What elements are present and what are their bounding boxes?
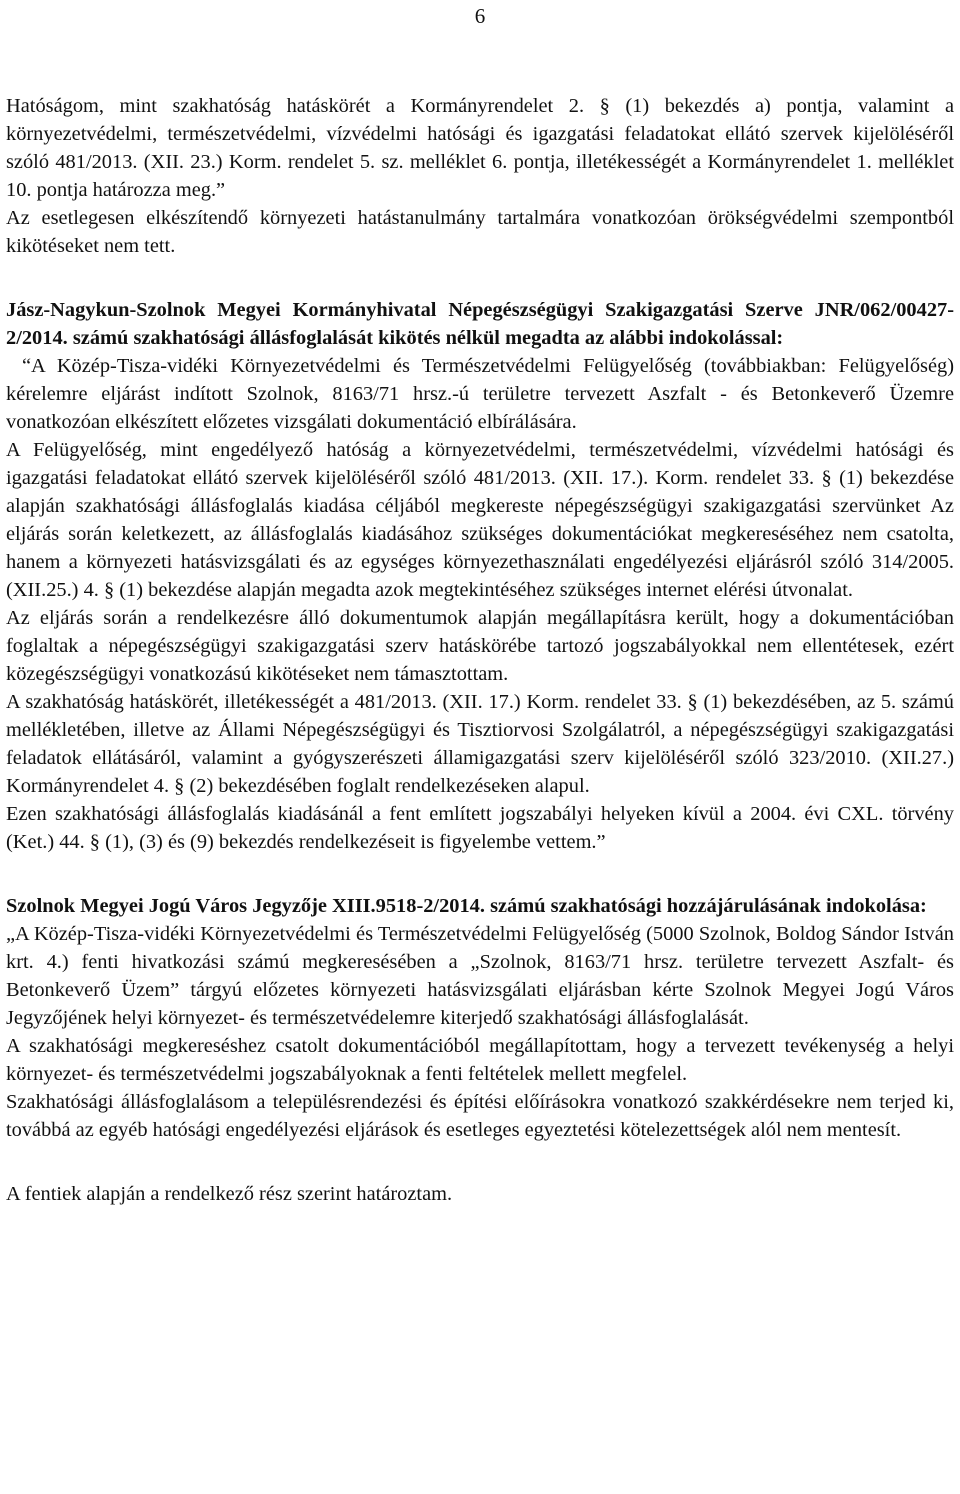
spacer: [6, 1144, 954, 1180]
section-heading-notary: Szolnok Megyei Jogú Város Jegyzője XIII.9518-2/2014. számú szakhatósági hozzájárulásának indokolása:: [6, 895, 927, 917]
health-paragraph-1: “A Közép-Tisza-vidéki Környezetvédelmi és Természetvédelmi Felügyelőség (továbbiakban: Felügyelőség) kérelemre eljárást indított Szolnok, 8163/71 hrsz.-ú területre tervezett Aszfalt - és Betonkeverő Üzemre vonatkozóan elkészített előzetes vizsgálati dokumentáció elbírálására.: [6, 355, 954, 433]
spacer: [6, 260, 954, 296]
notary-paragraph-3: Szakhatósági állásfoglalásom a településrendezési és építési előírásokra vonatkozó szakkérdésekre nem terjed ki, továbbá az egyéb hatósági engedélyezési eljárások és esetleges egyeztetési kötelezettségek alól nem mentesít.: [6, 1091, 954, 1141]
health-paragraph-2: A Felügyelőség, mint engedélyező hatóság a környezetvédelmi, természetvédelmi, vízvédelmi hatósági és igazgatási feladatokat ellátó szervek kijelöléséről szóló 481/2013. (XII. 17.). Korm. rendelet 33. § (1) bekezdése alapján szakhatósági állásfoglalás kiadása céljából megkereste népegészségügyi szakigazgatási szervünket Az eljárás során keletkezett, az állásfoglalás kiadásához szükséges dokumentációkat megkereséséhez nem csatolta, hanem a környezeti hatásvizsgálati és az egységes környezethasználati engedélyezési eljárásról szóló 314/2005. (XII.25.) 4. § (1) bekezdése alapján megadta azok megtekintéséhez szükséges internet elérési útvonalat.: [6, 439, 954, 601]
notary-paragraph-2: A szakhatósági megkereséshez csatolt dokumentációból megállapítottam, hogy a tervezett tevékenység a helyi környezet- és természetvédelmi jogszabályoknak a fenti feltételek mellett megfelel.: [6, 1035, 954, 1085]
document-body: [6, 92, 954, 1208]
heritage-paragraph: Az esetlegesen elkészítendő környezeti hatástanulmány tartalmára vonatkozóan örökségvédelmi szempontból kikötéseket nem tett.: [6, 207, 954, 257]
notary-paragraph-1: „A Közép-Tisza-vidéki Környezetvédelmi és Természetvédelmi Felügyelőség (5000 Szolnok, Boldog Sándor István krt. 4.) fenti hivatkozási számú megkeresésében a „Szolnok, 8163/71 hrsz. területre tervezett Aszfalt- és Betonkeverő Üzem” tárgyú előzetes környezeti hatásvizsgálati eljárásban kérte Szolnok Megyei Jogú Város Jegyzőjének helyi környezet- és természetvédelemre kiterjedő szakhatósági állásfoglalását.: [6, 923, 954, 1029]
page-number: 6: [474, 4, 486, 28]
health-paragraph-4: A szakhatóság hatáskörét, illetékességét a 481/2013. (XII. 17.) Korm. rendelet 33. § (1) bekezdésében, az 5. számú mellékletében, illetve az Állami Népegészségügyi és Tisztiorvosi Szolgálatról, a népegészségügyi szakigazgatási feladatok ellátásáról, valamint a gyógyszerészeti államigazgatási szerv kijelöléséről szóló 323/2010. (XII.27.) Kormányrendelet 4. § (2) bekezdésében foglalt rendelkezéseken alapul.: [6, 691, 954, 797]
authority-paragraph: Hatóságom, mint szakhatóság hatáskörét a Kormányrendelet 2. § (1) bekezdés a) pontja, valamint a környezetvédelmi, természetvédelmi, vízvédelmi hatósági és igazgatási feladatokat ellátó szervek kijelöléséről szóló 481/2013. (XII. 23.) Korm. rendelet 5. sz. melléklet 6. pontja, illetékességét a Kormányrendelet 1. melléklet 10. pontja határozza meg.”: [6, 95, 954, 201]
health-paragraph-5: Ezen szakhatósági állásfoglalás kiadásánál a fent említett jogszabályi helyeken kívül a 2004. évi CXL. törvény (Ket.) 44. § (1), (3) és (9) bekezdés rendelkezéseit is figyelembe vettem.”: [6, 803, 954, 853]
health-paragraph-3: Az eljárás során a rendelkezésre álló dokumentumok alapján megállapításra került, hogy a dokumentációban foglaltak a népegészségügyi szakigazgatási szerv hatáskörébe tartozó jogszabályokkal nem ellentétesek, ezért közegészségügyi vonatkozású kikötéseket nem támasztottam.: [6, 607, 954, 685]
spacer: [6, 856, 954, 892]
closing-statement: A fentiek alapján a rendelkező rész szerint határoztam.: [6, 1183, 453, 1205]
section-heading-health-authority: Jász-Nagykun-Szolnok Megyei Kormányhivatal Népegészségügyi Szakigazgatási Szerve JNR/062/00427-2/2014. számú szakhatósági állásfoglalását kikötés nélkül megadta az alábbi indokolással:: [6, 299, 954, 349]
